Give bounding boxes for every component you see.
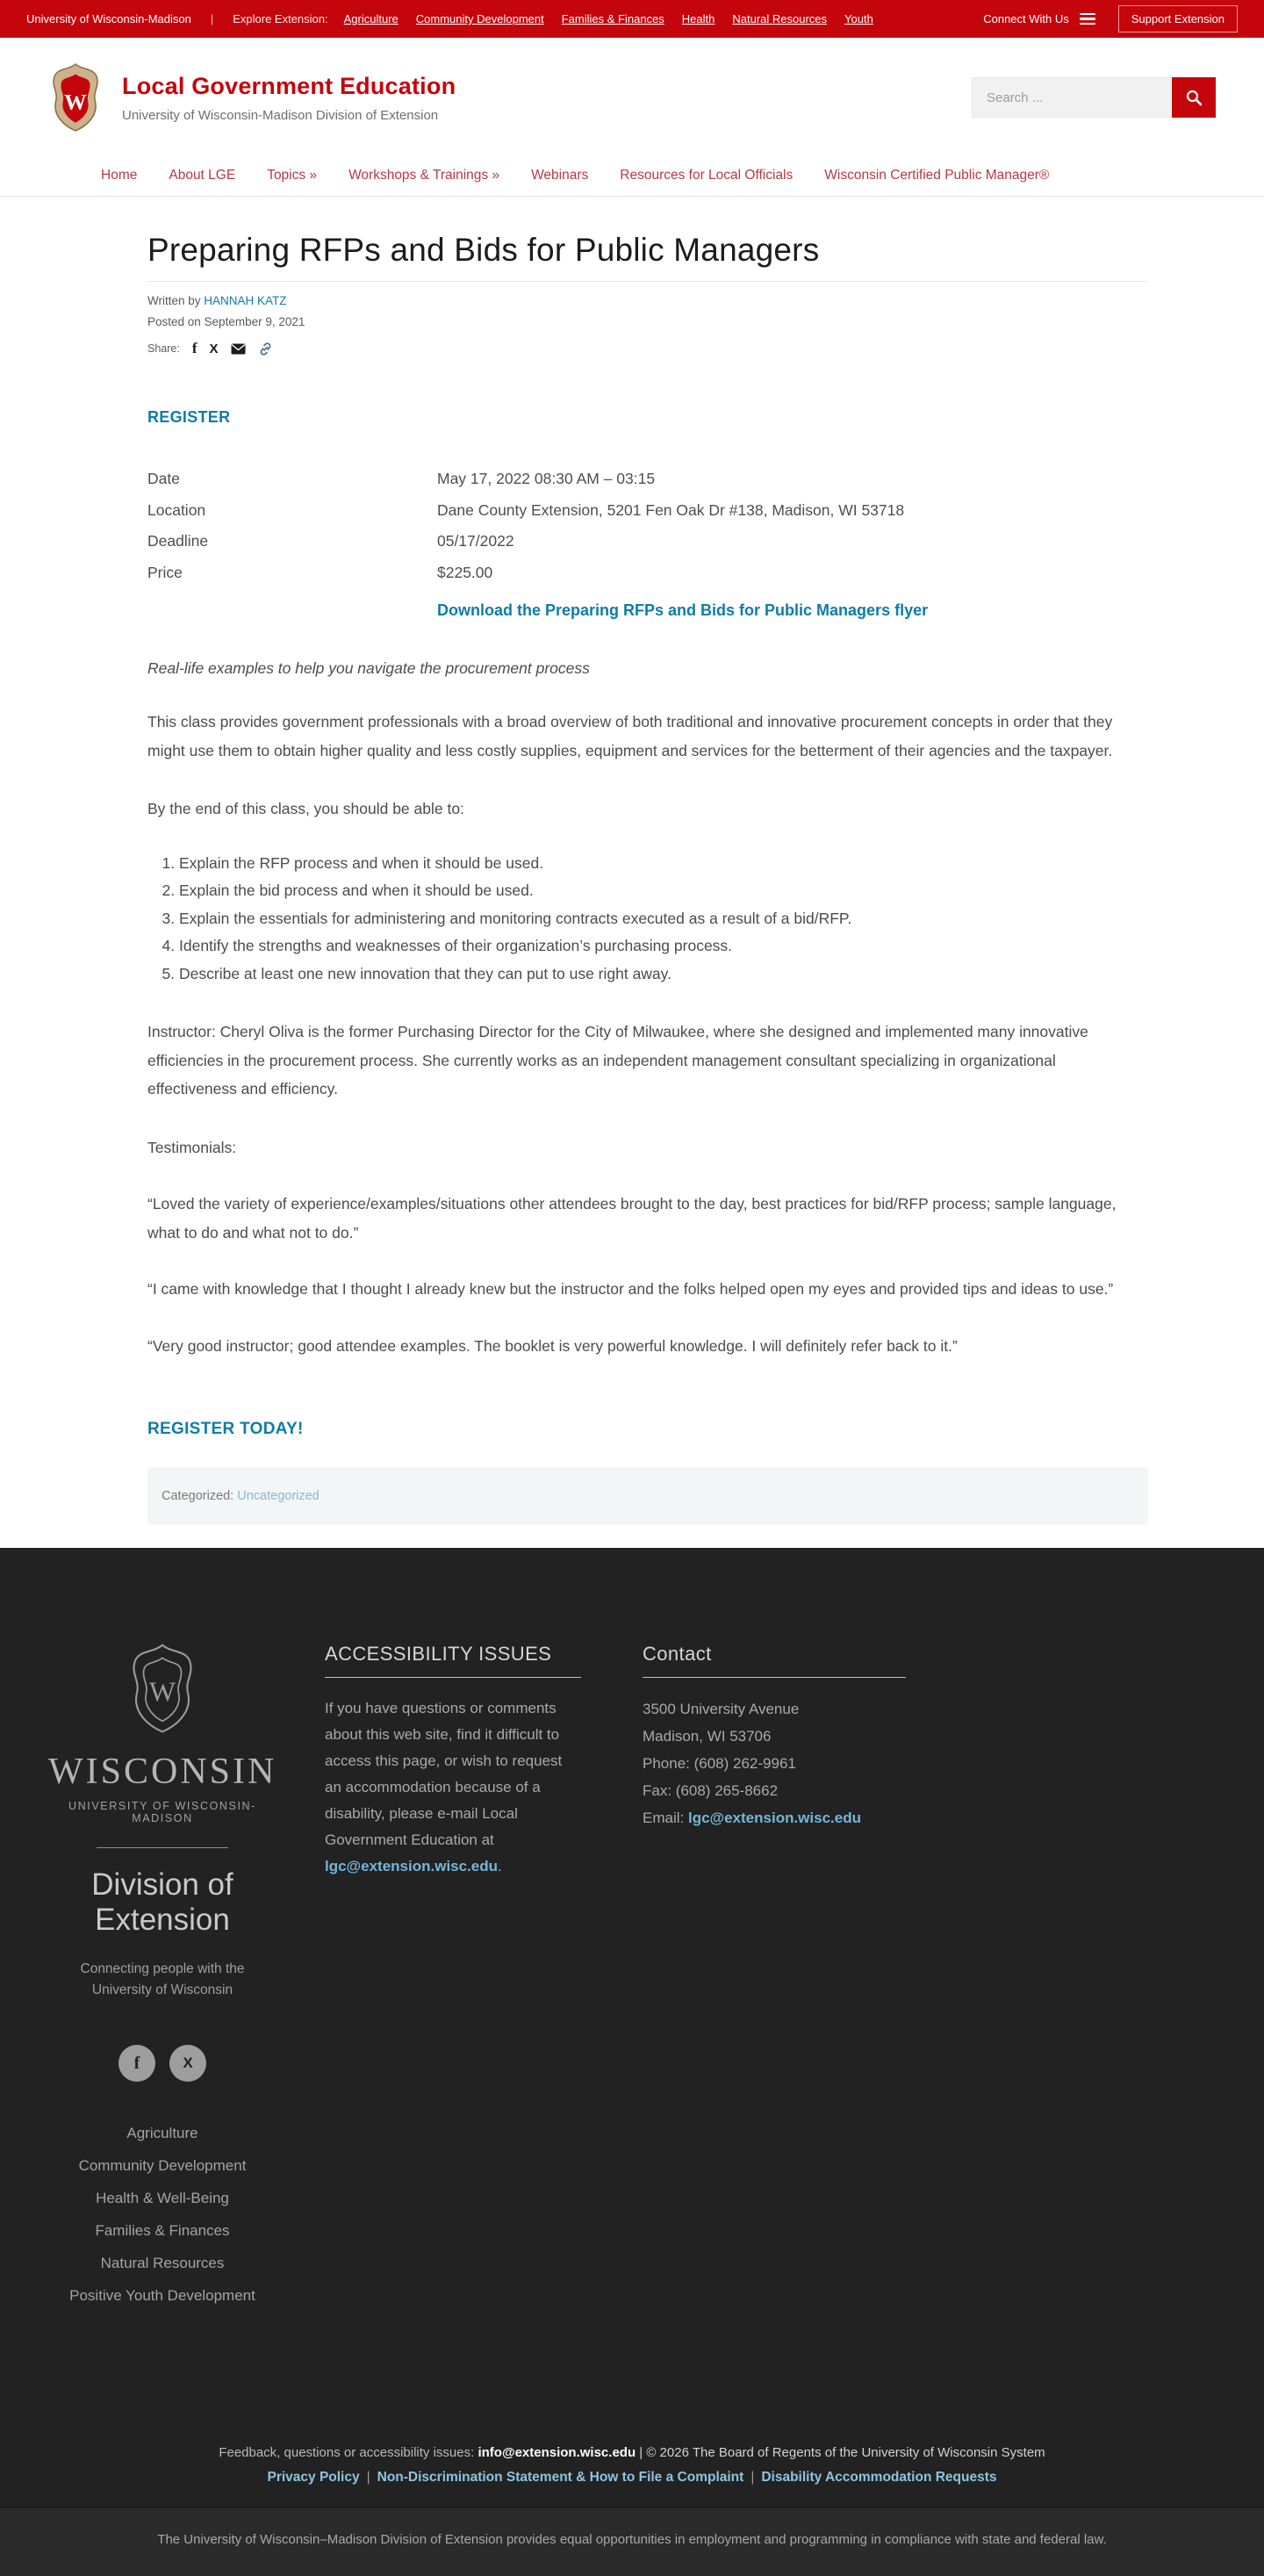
feedback-prefix: Feedback, questions or accessibility issues: [219,2445,478,2460]
footer-divider [97,1847,228,1848]
course-tagline: Real-life examples to help you navigate the procurement process [147,659,590,677]
detail-value-price: $225.00 [437,563,493,581]
detail-label-location: Location [147,500,206,519]
feedback-email-link[interactable]: info@extension.wisc.edu [478,2445,636,2460]
search-input[interactable] [972,77,1172,118]
contact-column [643,1643,906,1831]
contact-phone: Phone: (608) 262-9961 [643,1755,796,1772]
copyright-text: | © 2026 The Board of Regents of the University of Wisconsin System [636,2445,1045,2460]
page-title: Preparing RFPs and Bids for Public Managers [147,232,1148,282]
topbar-university-link[interactable]: University of Wisconsin-Madison [26,12,191,25]
nav-item-home[interactable]: Home [101,168,138,183]
site-subtitle: University of Wisconsin-Madison Division of Extension [122,107,439,123]
nav-item-about-lge[interactable]: About LGE [169,168,236,183]
footer-legal-links [0,2470,1264,2486]
share-label: Share: [147,342,180,355]
wordmark-subtitle: UNIVERSITY OF WISCONSIN-MADISON [68,1800,256,1824]
division-of-extension: Division of Extension [91,1867,233,1937]
contact-email-row [643,1804,906,1831]
categorized-label: Categorized: [162,1489,234,1503]
site-brand[interactable] [48,62,456,133]
share-x-icon[interactable]: X [209,341,219,356]
x-twitter-icon[interactable]: X [169,2045,206,2082]
detail-value-location: Dane County Extension, 5201 Fen Oak Dr #138, Madison, WI 53718 [437,500,905,519]
legal-separator: | [750,2470,755,2485]
article [147,197,1148,1525]
instructor-paragraph: Instructor: Cheryl Oliva is the former Purchasing Director for the City of Milwaukee, where she designed and implemented many innovative efficiencies in the procurement process. She currently works as an independent management consultant specializing in organizational effectiveness and efficiency. [147,1023,1088,1097]
support-extension-button[interactable]: Support Extension [1118,5,1238,32]
footer-link-agriculture[interactable]: Agriculture [126,2125,198,2141]
topbar-link-families-finances[interactable]: Families & Finances [561,12,664,25]
contact-heading: Contact [643,1643,906,1678]
connect-with-us-link[interactable]: Connect With Us [983,12,1069,25]
footer-link-positive-youth-development[interactable]: Positive Youth Development [69,2287,255,2304]
register-today-link[interactable]: REGISTER TODAY! [147,1420,304,1438]
download-flyer-link[interactable]: Download the Preparing RFPs and Bids for Public Managers flyer [437,601,929,619]
testimonial-quote: “I came with knowledge that I thought I already knew but the instructor and the folks helped open my eyes and provided tips and ideas to use.” [147,1280,1114,1298]
accessibility-text-body: If you have questions or comments about this web site, find it difficult to access this page, or wish to request an accommodation because of a disability, please e-mail Local Government Education at [325,1700,563,1848]
contact-address-line1: 3500 University Avenue [643,1701,800,1717]
footer-brand-column [48,1643,276,2312]
course-intro-paragraph: This class provides government professionals with a broad overview of both traditional and innovative procurement concepts in order that they might use them to obtain higher quality and less costly supplies, equipment and services for the betterment of their agencies and the taxpayer. [147,713,1113,759]
accessibility-column [325,1643,581,1880]
contact-email-link[interactable]: lgc@extension.wisc.edu [687,1810,861,1826]
accessibility-text [325,1695,581,1880]
equal-opportunity-statement: The University of Wisconsin–Madison Division of Extension provides equal opportunities in employment and programming in compliance with state and federal law. [157,2532,1107,2547]
nav-item-resources-local-officials[interactable]: Resources for Local Officials [620,168,794,183]
category-link[interactable]: Uncategorized [237,1489,320,1503]
table-row [147,558,1148,589]
search-icon [1185,89,1203,106]
menu-hamburger-icon[interactable] [1080,13,1095,25]
share-email-icon[interactable] [231,343,246,355]
author-link[interactable]: HANNAH KATZ [204,294,287,307]
footer-link-natural-resources[interactable]: Natural Resources [100,2255,225,2271]
topbar-link-youth[interactable]: Youth [844,12,873,25]
topbar-link-health[interactable]: Health [681,12,715,25]
objectives-lead: By the end of this class, you should be able to: [147,800,464,817]
accessibility-heading: ACCESSIBILITY ISSUES [325,1643,581,1678]
topbar [0,0,1264,38]
nav-item-topics[interactable]: Topics » [267,168,318,183]
uw-crest-logo-icon [48,62,103,133]
non-discrimination-link[interactable]: Non-Discrimination Statement & How to File a Complaint [377,2470,744,2485]
list-item: 4. Identify the strengths and weaknesses of their organization’s purchasing process. [179,932,1148,961]
contact-email-label: Email: [643,1810,688,1826]
testimonial-quote: “Very good instructor; good attendee examples. The booklet is very powerful knowledge. I will definitely refer back to it.” [147,1336,958,1355]
wisconsin-wordmark: WISCONSIN [48,1752,277,1792]
detail-value-date: May 17, 2022 08:30 AM – 03:15 [437,470,656,487]
footer-socials [48,2045,276,2082]
footer-topic-links [48,2117,276,2312]
footer-feedback-line [0,2445,1264,2460]
list-item: 3. Explain the essentials for administering and monitoring contracts executed as a result of a bid/RFP. [179,905,1148,933]
legal-separator: | [366,2470,370,2485]
footer-link-community-development[interactable]: Community Development [78,2157,247,2174]
nav-item-workshops-trainings[interactable]: Workshops & Trainings » [348,168,500,183]
uw-crest-outline-icon [124,1643,201,1734]
contact-address-line2: Madison, WI 53706 [643,1728,772,1745]
svg-text:W: W [64,89,87,115]
detail-value-deadline: 05/17/2022 [437,532,514,550]
list-item: 5. Describe at least one new innovation that they can put to use right away. [179,961,1148,989]
facebook-icon[interactable]: f [118,2045,155,2082]
testimonials-label: Testimonials: [147,1138,237,1156]
nav-item-certified-public-manager[interactable]: Wisconsin Certified Public Manager® [824,168,1050,183]
topbar-link-community-development[interactable]: Community Development [415,12,544,25]
category-box [147,1467,1148,1525]
table-row [147,464,1148,495]
topbar-separator: | [210,12,214,25]
privacy-policy-link[interactable]: Privacy Policy [267,2470,360,2485]
svg-text:W: W [148,1675,176,1708]
testimonial-quote: “Loved the variety of experience/examples/situations other attendees brought to the day, best practices for bid/RFP process; sample language, what to do and what not to do.” [147,1195,1117,1241]
search-button[interactable] [1172,77,1216,118]
search-box [972,77,1216,118]
equal-opportunity-strip [0,2508,1264,2576]
event-details-table [147,464,1148,626]
main-navigation [0,155,1264,197]
register-link[interactable]: REGISTER [147,408,231,426]
share-row [147,340,1148,357]
contact-fax: Fax: (608) 265-8662 [643,1782,779,1799]
nav-item-webinars[interactable]: Webinars [531,168,589,183]
table-row [147,526,1148,558]
written-by-label: Written by [147,294,201,307]
topbar-explore-label: Explore Extension: [233,12,328,25]
posted-date: Posted on September 9, 2021 [147,315,305,328]
site-footer [0,1548,1264,2576]
detail-label-deadline: Deadline [147,532,209,550]
byline [147,294,1148,307]
accessibility-text-period: . [498,1858,502,1874]
list-item: 1. Explain the RFP process and when it should be used. [179,850,1148,878]
footer-link-health-well-being[interactable]: Health & Well-Being [96,2190,229,2206]
footer-tagline: Connecting people with the University of Wisconsin [80,1961,245,1997]
topbar-link-natural-resources[interactable]: Natural Resources [732,12,828,25]
site-header [0,38,1264,155]
accessibility-email-link[interactable]: lgc@extension.wisc.edu [325,1858,499,1874]
list-item: 2. Explain the bid process and when it should be used. [179,877,1148,905]
disability-accommodation-link[interactable]: Disability Accommodation Requests [761,2470,997,2485]
detail-label-price: Price [147,563,183,581]
detail-label-date: Date [147,470,180,487]
share-facebook-icon[interactable]: f [191,340,198,356]
footer-link-families-finances[interactable]: Families & Finances [95,2222,230,2239]
topbar-link-agriculture[interactable]: Agriculture [343,12,399,25]
objectives-list [147,850,1148,989]
share-link-icon[interactable] [258,342,273,356]
table-row [147,495,1148,527]
site-title[interactable]: Local Government Education [122,72,456,99]
